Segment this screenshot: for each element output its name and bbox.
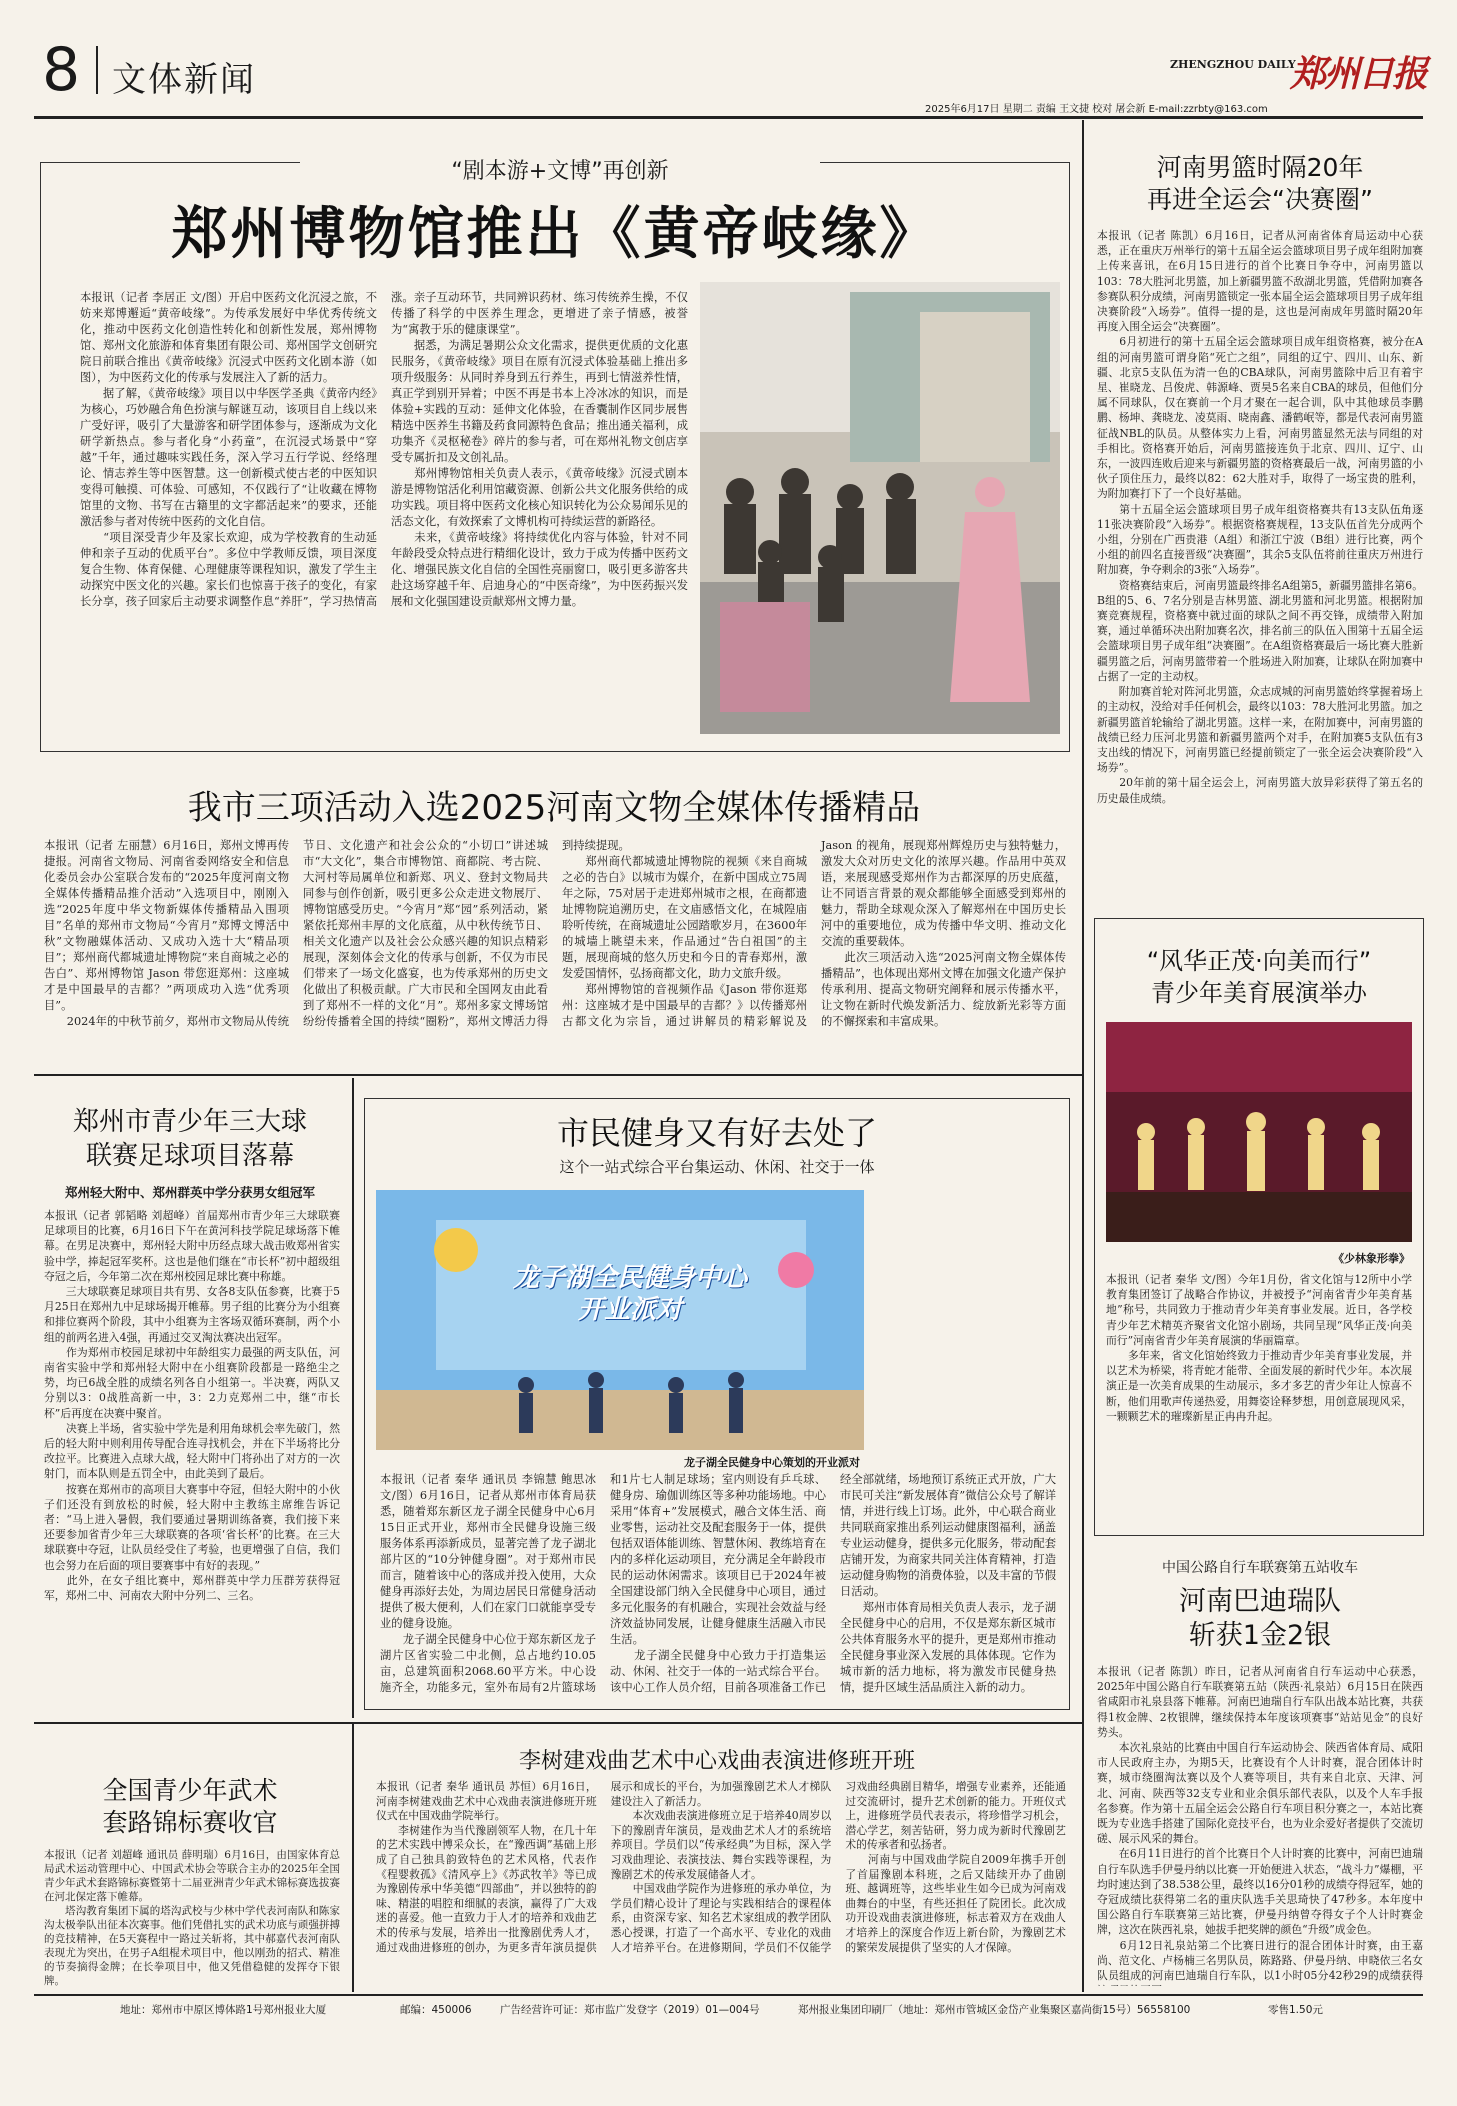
a2-title: 我市三项活动入选2025河南文物全媒体传播精品 bbox=[187, 788, 921, 828]
a8-body: 本报讯（记者 刘超峰 通讯员 薛明瑞）6月16日，由国家体育总局武术运动管理中心、中国武术协会等联合主办的2025年全国青少年武术套路锦标赛暨第十二届亚洲青少年武术锦标赛选拔赛在河北保定落下帷幕。 塔沟教育集团下属的塔沟武校与少林中学代表河南队和陈家沟太极拳队出征本次赛事。他们凭借扎实的武术功底与顽强拼搏的竞技精神，在5天赛程中一路过关斩将，其中郝嘉代表河南队表现尤为突出，在男子A组棍术项目中，他以刚劲的招式、精准的节奏摘得金牌；在长拳项目中，他又凭借稳健的发挥夺下银牌。 bbox=[44, 1849, 340, 1987]
a3-title: 河南男篮时隔20年 再进全运会“决赛圈” bbox=[1147, 153, 1373, 214]
a6-kicker: 这个一站式综合平台集运动、休闲、社交于一体 bbox=[559, 1158, 875, 1176]
a1-title: 郑州博物馆推出《黄帝岐缘》 bbox=[171, 202, 939, 267]
masthead-logo: 郑州日报 bbox=[1290, 53, 1427, 95]
a9-title: 李树建戏曲艺术中心戏曲表演进修班开班 bbox=[518, 1749, 915, 1774]
a5-subtitle: 郑州轻大附中、郑州群英中学分获男女组冠军 bbox=[64, 1185, 315, 1200]
a7-title: 河南巴迪瑞队 斩获1金2银 bbox=[1179, 1586, 1341, 1651]
footer-price: 零售1.50元 bbox=[1268, 2004, 1323, 2016]
a8-title: 全国青少年武术 套路锦标赛收官 bbox=[102, 1776, 278, 1837]
a5-body: 本报讯（记者 郭韬略 刘超峰）首届郑州市青少年三大球联赛足球项目的比赛，6月16日下午在黄河科技学院足球场落下帷幕。在男足决赛中，郑州轻大附中历经点球大战击败郑州省实验中学，捧起冠军奖杯。这也是他们继在“市长杯”初中超级组夺冠之后，今年第二次在郑州校园足球比赛中称雄。 三大球联赛足球项目共有男、女各8支队伍参赛，比赛于5月25日在郑州九中足球场揭开帷幕。男子组的比赛分为小组赛和排位赛两个阶段，其中小组赛为主客场双循环赛制，两个小组的前两名进入4强，再通过交叉淘汰赛决出冠军。 作为郑州市校园足球初中年龄组实力最强的两支队伍，河南省实验中学和郑州轻大附中在小组赛阶段都是一路绝尘之势，均已6战全胜的成绩名列各自小组第一。半决赛，两队又分别以3：0战胜高新一中，3：2力克郑州二中，继“市长杯”后再度在决赛中聚首。 决赛上半场，省实验中学先是利用角球机会率先破门，然后的轻大附中则利用传导配合连寻找机会，并在下半场将比分改拉平。比赛进入点球大战，轻大附中门将孙出了对方的一次射门，而本队则是五罚全中，由此美到了最后。 按赛在郑州市的高项目大赛事中夺冠，但轻大附中的小伙子们还没有到放松的时候，轻大附中主教练主席维告诉记者：“马上进入暑假，我们要通过暑期训练备赛，我们接下来还要参加省青少年三大球联赛的各项‘省长杯’的比赛。在三大球联赛中夺冠，让队员经受住了考验，也更增强了自信，我们也会努力在后面的项目要赛事中有好的表现。” 此外，在女子组比赛中，郑州群英中学力压群芳获得冠军，郑州二中、河南农大附中分列二、三名。 bbox=[44, 1209, 340, 1603]
a1-body: 本报讯（记者 李居正 文/图）开启中医药文化沉浸之旅，不妨来郑博邂逅“黄帝岐缘”。为传承发展好中华优秀传统文化，推动中医药文化创造性转化和创新性发展，郑州博物馆、郑州文化旅游和体育集团有限公司、郑州国学文创研究院日前联合推出《黄帝岐缘》沉浸式中医药文化剧本游（如图），为中医药文化的传承与发展注入了新的活力。 据了解，《黄帝岐缘》项目以中华医学圣典《黄帝内经》为核心，巧妙融合角色扮演与解谜互动，该项目自上线以来广受好评，吸引了大量游客和研学团体参与，逐渐成为文化研学新热点。参与者化身“小药童”，在沉浸式场景中“穿越”千年，通过趣味实践任务，深入学习五行学说、经络理论、情志养生等中医智慧。这一创新模式使古老的中医知识变得可触摸、可体验、可感知，不仅践行了“让收藏在博物馆里的文物、书写在古籍里的文字都活起来”的要求，还能激活参与者对传统中医药的文化自信。 “项目深受青少年及家长欢迎，成为学校教育的生动延伸和亲子互动的优质平台”。多位中学教师反馈，项目深度复合生物、体育保健、心理健康等课程知识，激发了学生主动探究中医文化的兴趣。家长们也惊喜于孩子的变化，有家长分享，孩子回家后主动要求调整作息“养肝”，学习热情高涨。亲子互动环节，共同辨识药材、练习传统养生操，不仅传播了科学的中医养生理念，更增进了亲子情感，被誉为“寓教于乐的健康课堂”。 据悉，为满足暑期公众文化需求，提供更优质的文化惠民服务，《黄帝岐缘》项目在原有沉浸式体验基础上推出多项升级服务：从同时养身到五行养生，再到七情滋养性情，真正学到别开异着；中医不再是书本上冷冰冰的知识，而是体验+实践的互动：延伸文化体验，在香囊制作区同步展售精选中医养生书籍及药食同源特色食品；推出通关福利，成功集齐《灵枢秘卷》碎片的参与者，可在郑州礼物文创店享受专属折扣及文创礼品。 郑州博物馆相关负责人表示，《黄帝岐缘》沉浸式剧本游是博物馆活化利用馆藏资源、创新公共文化服务供给的成功实践。项目将中医药文化核心知识转化为公众易闻乐见的活态文化，有效探索了文博机构可持续运营的新路径。 未来，《黄帝岐缘》将持续优化内容与体验，针对不同年龄段受众特点进行精细化设计，致力于成为传播中医药文化、增强民族文化自信的全国性亮丽窗口，吸引更多游客共赴这场穿越千年、启迪身心的“中医奇缘”，为中医药振兴发展和文化强国建设贡献郑州文博力量。 bbox=[80, 291, 688, 608]
a6-title: 市民健身又有好去处了 bbox=[556, 1114, 877, 1152]
footer-postcode: 邮编：450006 bbox=[400, 2004, 472, 2016]
date-line: 2025年6月17日 星期二 责编 王文捷 校对 屠会新 E-mail:zzrbty@163.com bbox=[925, 104, 1268, 115]
footer-address: 地址：郑州市中原区博体路1号郑州报业大厦 bbox=[120, 2004, 327, 2016]
a3-body: 本报讯（记者 陈凯）6月16日，记者从河南省体育局运动中心获悉，正在重庆万州举行的第十五届全运会篮球项目男子成年组附加赛上传来喜讯，在6月15日进行的首个比赛日争夺中，河南男篮以103：78大胜河北男篮，加上新疆男篮不敌湖北男篮，凭借附加赛各参赛队积分成绩，河南男篮锁定一张本届全运会篮球项目男子成年组决赛阶段“入场券”。值得一提的是，这也是河南成年男篮时隔20年再度入围全运会“决赛圈”。 6月初进行的第十五届全运会篮球项目成年组资格赛，被分在A组的河南男篮可谓身陷“死亡之组”，同组的辽宁、四川、山东、新疆、北京5支队伍为清一色的CBA球队，河南男篮除中后卫有着宇星、崔晓龙、吕俊虎、韩源峰、贾昊5名来自CBA的球员，但他们分属不同球队，仅在赛前一个月才聚在一起合训，队中其他球员李鹏鹏、杨坤、龚晓龙、凌莫雨、晓南鑫、潘鹤岷等，都是代表河南男篮征战NBL的队员。从整体实力上看，河南男篮显然无法与同组的对手相比。资格赛开始后，河南男篮接连负于北京、四川、辽宁、山东，一波四连败后迎来与新疆男篮的资格赛最后一战，河南男篮的小伙子顶住压力，最终以82：62大胜对手，取得了一场宝贵的胜利，为附加赛打下了一个良好基础。 第十五届全运会篮球项目男子成年组资格赛共有13支队伍角逐11张决赛阶段“入场券”。根据资格赛规程，13支队伍首先分成两个小组，分别在广西贵港（A组）和浙江宁波（B组）进行比赛，两个小组的前四名直接晋级“决赛圈”，其余5支队伍将前往重庆万州进行附加赛，争夺剩余的3张“入场券”。 资格赛结束后，河南男篮最终排名A组第5，新疆男篮排名第6。B组的5、6、7名分别是吉林男篮、湖北男篮和河北男篮。根据附加赛竞赛规程，资格赛中就过面的球队之间不再交锋，成绩带入附加赛，通过单循环决出附加赛名次，排名前三的队伍入围第十五届全运会篮球项目男子成年组“决赛圈”。在A组资格赛最后一场比赛大胜新疆男篮之后，河南男篮带着一个胜场进入附加赛，让球队在附加赛中占据了一定的主动权。 附加赛首轮对阵河北男篮，众志成城的河南男篮始终掌握着场上的主动权，没给对手任何机会，最终以103：78大胜河北男篮。加之新疆男篮首轮输给了湖北男篮。这样一来，在附加赛中，河南男篮的战绩已经力压河北男篮和新疆男篮两个对手，在附加赛5支队伍有3支出线的情况下，河南男篮已经提前锁定了一张全运会决赛阶段“入场券”。 20年前的第十届全运会上，河南男篮大放异彩获得了第五名的历史最佳成绩。 bbox=[1097, 229, 1423, 805]
a7-body: 本报讯（记者 陈凯）昨日，记者从河南省自行车运动中心获悉，2025年中国公路自行车联赛第五站（陕西·礼泉站）6月15日在陕西省咸阳市礼泉县落下帷幕。河南巴迪瑞自行车队出战本站比赛，共获得1枚金牌、2枚银牌，继续保持本年度该项赛事“站站见金”的良好势头。 本次礼泉站的比赛由中国自行车运动协会、陕西省体育局、咸阳市人民政府主办，为期5天，比赛设有个人计时赛，混合团体计时赛，城市绕圈淘汰赛以及个人赛等项目，共有来自北京、天津、河北、河南、陕西等32支专业和业余俱乐部代表队，以及个人车手报名参赛。作为第十五届全运会公路自行车项目积分赛之一，本站比赛既为专业选手搭建了国际化竞技平台，也为业余爱好者提供了交流切磋、展示风采的舞台。 在6月11日进行的首个比赛日个人计时赛的比赛中，河南巴迪瑞自行车队选手伊曼丹纳以比赛一开始便进入状态，“战斗力”爆棚，平均时速达到了38.538公里，最终以16分01秒的成绩夺得冠军，她的夺冠成绩比获得第二名的重庆队选手关思琦快了47秒多。本年度中国公路自行车联赛第三站比赛，伊曼丹纳曾夺得女子个人计时赛金牌，这次在陕西礼泉，她拔手把奖牌的颜色“升级”成金色。 6月12日礼泉站第二个比赛日进行的混合团体计时赛，由王嘉尚、范文化、卢杨楠三名男队员，陈路路、伊曼丹纳、申晓依三名女队员组成的河南巴迪瑞自行车队，以1小时05分42秒29的成绩获得 bbox=[1097, 1665, 1423, 1983]
a6-body: 本报讯（记者 秦华 通讯员 李锦慧 鲍思冰 文/图）6月16日，记者从郑州市体育局获悉，随着郑东新区龙子湖全民健身中心6月15日正式开业，郑州市全民健身设施三级服务体系再添新成员，显著完善了龙子湖北部片区的“10分钟健身圈”。对于郑州市民而言，随着该中心的落成并投入使用，大众健身再添好去处，为周边居民日常健身活动提供了极大便利，人们在家门口就能享受专业的健身设施。 龙子湖全民健身中心位于郑东新区龙子湖片区省实验二中北侧，总占地约10.05亩，总建筑面积2068.60平方米。中心设施齐全，功能多元，室外布局有2片篮球场和1片七人制足球场；室内则设有乒乓球、健身房、瑜伽训练区等多种功能场地。中心采用“体育+”发展模式，融合文体生活、商业零售，运动社交及配套服务于一体，提供包括双语体能训练、智慧休闲、教练培育在内的多样化运动项目，充分满足全年龄段市民的运动休闲需求。该项目已于2024年被全国建设部门纳入全民健身中心项目，通过多元化服务的有机融合，实现社会效益与经济效益协同发展，让健身健康生活融入市民生活。 龙子湖全民健身中心致力于打造集运动、休闲、社交于一体的一站式综合平台。该中心工作人员介绍，目前各项准备工作已经全部就绪，场地预订系统正式开放，广大市民可关注“新发展体育”微信公众号了解详情，并进行线上订场。此外，中心联合商业共同联商家推出系列运动健康图福利，涵盖专业运动健身，提供多元化服务，带动配套店铺开发，为商家共同关注体育精神，打造运动健身购物的消费体验，以及丰富的节假日活动。 郑州市体育局相关负责人表示，龙子湖全民健身中心的启用，不仅是郑东新区城市公共体育服务水平的提升，更是郑州市推动全民健身事业深入发展的具体体现。它作为城市新的活力地标，将为激发市民健身热情，提升区域生活品质注入新的动力。 bbox=[380, 1473, 1056, 1694]
footer-ad-license: 广告经营许可证：郑市监广发登字（2019）01—004号 bbox=[500, 2004, 760, 2016]
a7-kicker: 中国公路自行车联赛第五站收车 bbox=[1162, 1560, 1358, 1576]
a9-body: 本报讯（记者 秦华 通讯员 苏恒）6月16日，河南李树建戏曲艺术中心戏曲表演进修班开班仪式在中国戏曲学院举行。 李树建作为当代豫剧领军人物，在几十年的艺术实践中博采众长，在“豫西调”基础上形成了自己独具韵致特色的艺术风格，代表作《程婴救孤》《清风亭上》《苏武牧羊》等已成为豫剧传承中华美德“四部曲”，并以独特的韵味、精湛的唱腔和细腻的表演，赢得了广大戏迷的喜爱。他一直致力于人才的培养和戏曲艺术的传承与发展，培养出一批豫剧优秀人才，通过戏曲进修班的创办，为更多青年演员提供展示和成长的平台，为加强豫剧艺术人才梯队建设注入了新活力。 本次戏曲表演进修班立足于培养40周岁以下的豫剧青年演员，是戏曲艺术人才的系统培养项目。学员们以“传承经典”为目标，深入学习戏曲理论、表演技法、舞台实践等课程，为豫剧艺术的传承发展储备人才。 中国戏曲学院作为进修班的承办单位，为学员们精心设计了理论与实践相结合的课程体系，由资深专家、知名艺术家组成的教学团队悉心授课，打造了一个高水平、专业化的戏曲人才培养平台。在进修期间，学员们不仅能学习戏曲经典剧目精华，增强专业素养，还能通过交流研讨，提升艺术创新的能力。开班仪式上，进修班学员代表表示，将珍惜学习机会，潜心学艺，刻苦钻研，努力成为新时代豫剧艺术的传承者和弘扬者。 河南与中国戏曲学院自2009年携手开创了首届豫剧本科班，之后又陆续开办了曲剧班、越调班等，这些毕业生如今已成为河南戏曲舞台的中坚，有些还担任了院团长。此次成功开设戏曲表演进修班，标志着双方在戏曲人才培养上的深度合作迈上新台阶，为豫剧艺术的繁荣发展提供了坚实的人才保障。 bbox=[376, 1780, 1066, 1954]
a1-kicker: “剧本游+文博”再创新 bbox=[300, 154, 820, 185]
a2-body: 本报讯（记者 左丽慧）6月16日，郑州文博再传捷报。河南省文物局、河南省委网络安全和信息化委员会办公室联合发布的“2025年度河南文物全媒体传播精品推介活动”入选项目中，刚刚入选“2025年度中华文物新媒体传播精品入围项目”名单的郑州市文物局“今宵月”郑博文博活中秋”文物融媒体活动、又成功入选十大“精品项目”；郑州商代都城遗址博物院“来自商城之必的告白”、郑州博物馆 Jason 带您逛郑州：这座城才是中国最早的吉都？”两项成功入选“优秀项目”。 2024年的中秋节前夕，郑州市文物局从传统节日、文化遗产和社会公众的“小切口”讲述城市“大文化”，集合市博物馆、商都院、考古院、大河村等局属单位和新郑、巩义、登封文物局共同参与创作创新，吸引更多公众走进文物展厅、博物馆感受历史。“今宵月”郑“园”系列活动，紧紧依托郑州丰厚的文化底蕴，从中秋传统节日、相关文化遗产以及社会公众感兴趣的知识点精彩展现，深刻体会文化的传承与创新，不仅为市民们带来了一场文化盛宴，也为传承郑州的历史文化做出了积极贡献。广大市民和全国网友由此看到了郑州不一样的文化“月”。郑州多家文博场馆纷纷传播着全国的持续“圈粉”，郑州文博活力得到持续提现。 郑州商代都城遗址博物院的视频《来自商城之必的告白》以城市为媒介，在新中国成立75周年之际，75对居于走进郑州城市之根，在商都遗址博物院追溯历史，在文庙感悟文化，在城隍庙聆听传统，在商城遗址公园踏歌岁月，在3600年的城墙上眺望未来，作品通过“告白祖国”的主题，展现商城的悠久历史和今日的青春郑州，激发爱国情怀，弘扬商都文化，助力文旅升级。 郑州博物馆的音视频作品《Jason 带你逛郑州：这座城才是中国最早的吉都？》以传播郑州古都文化为宗旨，通过讲解员的精彩解说及 Jason 的视角，展现郑州辉煌历史与独特魅力，激发大众对历史文化的浓厚兴趣。作品用中英双语，来展现感受郑州作为古都深厚的历史底蕴，让不同语言背景的观众都能够全面感受到郑州的魅力，帮助全球观众深入了解郑州在中国历史长河中的重要地位，成为传播中华文明、推动文化交流的重要载体。 此次三项活动入选“2025河南文物全媒体传播精品”，也体现出郑州文博在加强文化遗产保护传承利用、提高文物研究阐释和展示传播水平，让文物在新时代焕发新活力、绽放新光彩等方面的不懈探索和丰富成果。 bbox=[44, 839, 1066, 1028]
page-number: 8 bbox=[42, 35, 81, 105]
performance-photo bbox=[1106, 1022, 1412, 1242]
a6-caption: 龙子湖全民健身中心策划的开业派对 bbox=[684, 1456, 860, 1469]
fitness-banner-text: 龙子湖全民健身中心 开业派对 bbox=[512, 1263, 747, 1325]
a4-caption: 《少林象形拳》 bbox=[1333, 1252, 1410, 1265]
footer-printer: 郑州报业集团印刷厂（地址：郑州市管城区金岱产业集聚区嘉尚街15号）56558100 bbox=[798, 2004, 1191, 2016]
a4-title: “风华正茂·向美而行” 青少年美育展演举办 bbox=[1146, 947, 1372, 1007]
a4-body: 本报讯（记者 秦华 文/图）今年1月份，省文化馆与12所中小学教育集团签订了战略合作协议，并被授予“河南省青少年美育基地”称号，共同致力于推动青少年美育事业发展。近日，各学校青少年艺术精英齐聚省文化馆小剧场，共同呈现“风华正茂·向美而行”河南省青少年美育展演的华丽篇章。 多年来，省文化馆始终致力于推动青少年美育事业发展，并以艺术为桥梁，将青蛇才能带、全面发展的新时代少年。本次展演正是一次美育成果的生动展示，多才多艺的青少年让人惊喜不断，他们用歌声传递热爱，用舞姿诠释梦想，用创意展现风采，一颗颗艺术的璀璨新星正冉冉升起。 bbox=[1106, 1273, 1412, 1423]
museum-photo bbox=[700, 282, 1060, 734]
masthead-english: ZHENGZHOU DAILY bbox=[1170, 58, 1296, 71]
a5-title: 郑州市青少年三大球 联赛足球项目落幕 bbox=[72, 1107, 307, 1171]
section-title: 文体新闻 bbox=[112, 60, 256, 100]
